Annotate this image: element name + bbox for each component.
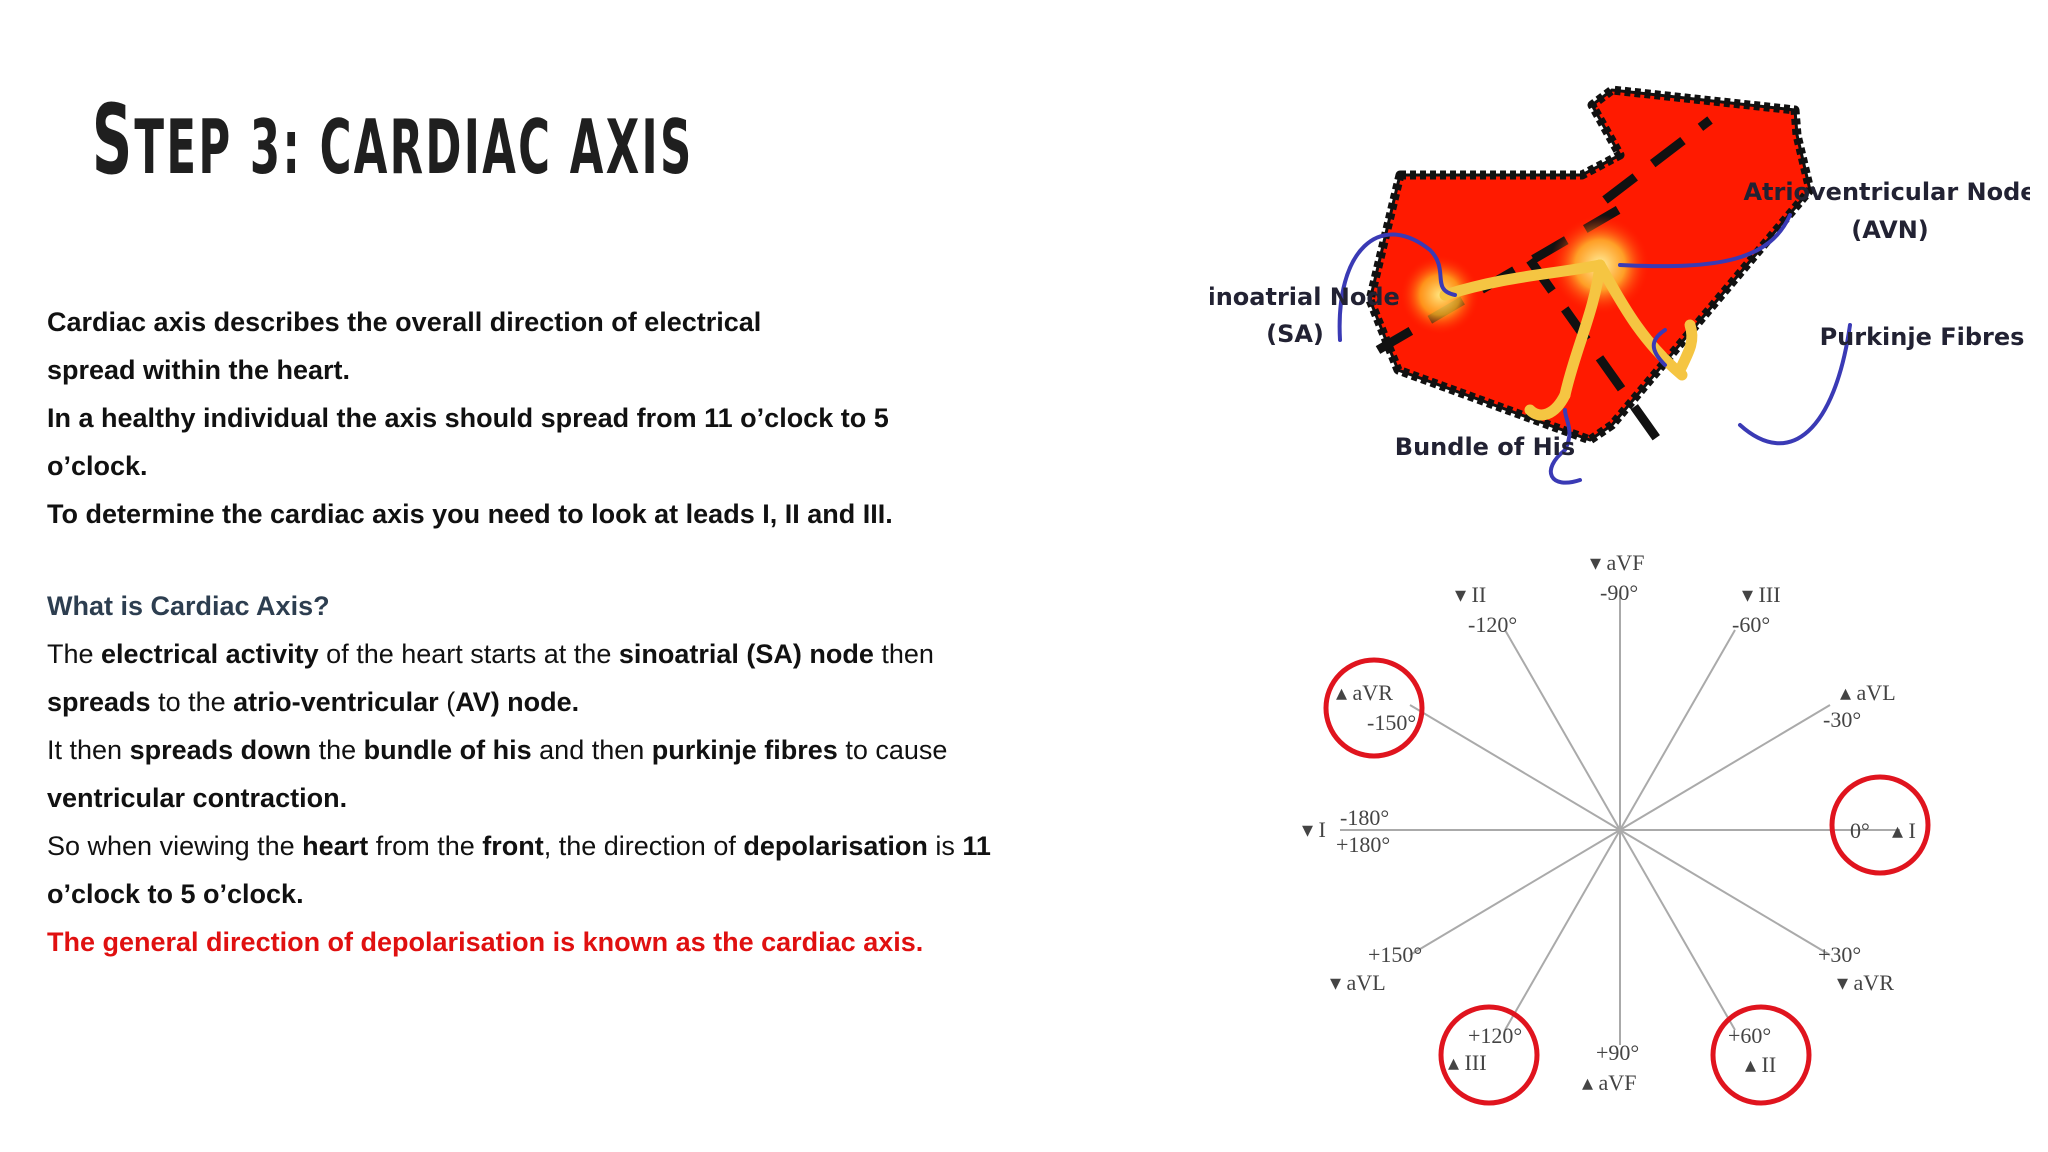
label-ii-bottom: ▴ II [1745, 1052, 1777, 1077]
text-run: the [311, 735, 364, 765]
axis-lines [1340, 595, 1900, 1045]
sa-label: Sinoatrial Node [1210, 283, 1400, 311]
text-run-bold: electrical activity [101, 639, 319, 669]
label-avl-right: ▴ aVL [1840, 680, 1896, 705]
text-run: ( [438, 687, 456, 717]
label-avr-right: ▾ aVR [1837, 970, 1894, 995]
slide-title [92, 84, 694, 196]
label-avf-bottom-text: aVF [1598, 1070, 1637, 1095]
avn-label-abbrev: (AVN) [1851, 216, 1929, 244]
text-run-bold: heart [302, 831, 369, 861]
label-avf-top: ▾ aVF [1590, 550, 1645, 575]
label-avf-bottom: ▴ aVF [1582, 1070, 1637, 1095]
hexaxial-diagram [1280, 540, 1970, 1120]
sa-label-abbrev: (SA) [1266, 320, 1324, 348]
label-i-left-text: I [1318, 817, 1326, 842]
label-neg60: -60° [1732, 612, 1771, 637]
heart-diagram [1210, 50, 2030, 495]
text-run: So when viewing the [47, 831, 303, 861]
text-run-bold: bundle of his [363, 735, 532, 765]
intro-line: Cardiac axis describes the overall direction of electrical spread within the heart. [47, 307, 762, 385]
title-part: TEP 3: C [134, 104, 354, 191]
text-run-bold: spreads [47, 687, 151, 717]
label-i-right-text: I [1908, 818, 1916, 843]
label-avr-left: ▴ aVR [1336, 680, 1393, 705]
label-avf-top-text: aVF [1606, 550, 1645, 575]
label-pos120: +120° [1468, 1023, 1523, 1048]
text-run: then [873, 639, 934, 669]
avn-label: Atrioventricular Node [1743, 178, 2030, 206]
text-run-bold: sinoatrial (SA) node [618, 639, 874, 669]
text-run-bold: purkinje fibres [651, 735, 838, 765]
intro-line: To determine the cardiac axis you need to look at leads I, II and III. [47, 499, 893, 529]
title-part: ARDIAC A [353, 104, 606, 191]
text-run: to cause [837, 735, 948, 765]
text-run: It then [47, 735, 130, 765]
purkinje-label: Purkinje Fibres [1819, 323, 2025, 351]
paragraph-line [47, 726, 1027, 822]
label-ii-bottom-text: II [1761, 1052, 1777, 1077]
paragraph-line [47, 822, 1027, 918]
heart-diagram-svg [1210, 50, 2030, 495]
label-iii-top: ▾ III [1742, 582, 1781, 607]
highlight-circle-avr [1326, 660, 1422, 756]
label-pos90: +90° [1596, 1040, 1640, 1065]
hexaxial-svg [1280, 540, 1970, 1120]
text-run: of the heart starts at the [318, 639, 619, 669]
intro-line: In a healthy individual the axis should spread from 11 o’clock to 5 o’clock. [47, 403, 889, 481]
title-part: S [92, 84, 135, 196]
label-avl-left: ▾ aVL [1330, 970, 1386, 995]
intro-text [47, 298, 1027, 538]
label-neg120: -120° [1468, 612, 1518, 637]
text-run: and then [531, 735, 652, 765]
text-run-bold: spreads down [129, 735, 312, 765]
label-i-right: ▴ I [1892, 818, 1916, 843]
label-avl-left-text: aVL [1346, 970, 1386, 995]
label-avr-right-text: aVR [1853, 970, 1894, 995]
label-neg180: -180° [1340, 805, 1390, 830]
label-pos150: +150° [1368, 942, 1423, 967]
label-iii-bottom-text: III [1464, 1050, 1487, 1075]
text-run: to the [150, 687, 234, 717]
label-avr-left-text: aVR [1352, 680, 1393, 705]
text-run: The [47, 639, 102, 669]
label-pos180: +180° [1336, 832, 1391, 857]
text-run-bold: front [482, 831, 544, 861]
text-run: is [927, 831, 963, 861]
label-pos60: +60° [1728, 1023, 1772, 1048]
label-iii-bottom: ▴ III [1448, 1050, 1487, 1075]
text-run-bold: 11 o’clock to 5 o’clock. [47, 831, 991, 909]
text-run-bold: AV) node. [455, 687, 580, 717]
explanation-text [47, 582, 1027, 966]
red-statement: The general direction of depolarisation is known as the cardiac axis. [47, 927, 924, 957]
label-zero: 0° [1850, 818, 1870, 843]
title-part: XIS [605, 104, 694, 191]
label-pos30: +30° [1818, 942, 1862, 967]
label-i-left: ▾ I [1302, 817, 1326, 842]
label-avl-right-text: aVL [1856, 680, 1896, 705]
label-neg90: -90° [1600, 580, 1639, 605]
label-ii-top: ▾ II [1455, 582, 1487, 607]
text-run-bold: ventricular contraction. [47, 783, 348, 813]
his-label: Bundle of His [1394, 433, 1576, 461]
text-run: from the [368, 831, 483, 861]
paragraph-line [47, 630, 1027, 726]
label-neg150: -150° [1367, 710, 1417, 735]
text-run: , the direction of [543, 831, 744, 861]
text-run-bold: depolarisation [743, 831, 928, 861]
text-run-bold: atrio-ventricular [233, 687, 439, 717]
section-heading: What is Cardiac Axis? [47, 591, 330, 621]
label-iii-top-text: III [1758, 582, 1781, 607]
label-ii-top-text: II [1471, 582, 1487, 607]
label-neg30: -30° [1823, 707, 1862, 732]
